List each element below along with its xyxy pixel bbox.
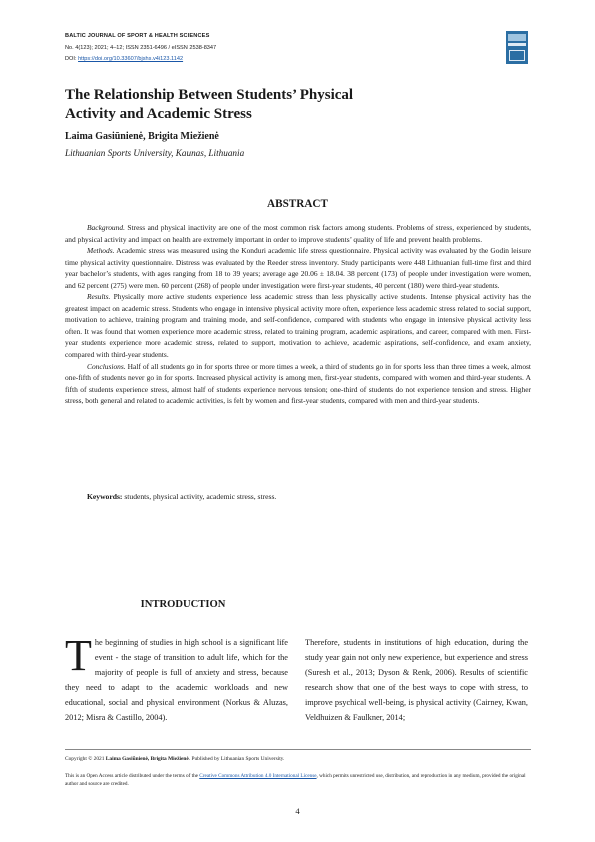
article-title xyxy=(65,86,445,124)
abstract-body xyxy=(65,222,531,407)
results-label: Results. xyxy=(87,292,111,302)
conclusions-label: Conclusions. xyxy=(87,361,126,371)
introduction-heading: INTRODUCTION xyxy=(140,599,226,610)
drop-cap: T xyxy=(65,631,92,680)
license-suffix: , which permits unrestricted use, distribution, and reproduction in any medium, provided the original author and source are credited. xyxy=(65,773,526,787)
journal-header xyxy=(65,31,216,66)
keywords xyxy=(87,492,276,501)
background-label: Background. xyxy=(87,223,125,232)
issue-info: No. 4(123); 2021; 4–12; ISSN 2351-6496 / eISSN 2538-8347 xyxy=(65,44,217,51)
affiliation: Lithuanian Sports University, Kaunas, Lithuania xyxy=(65,148,245,158)
abstract-background xyxy=(65,222,531,245)
doi-line xyxy=(65,54,216,66)
copyright-authors: Laima Gasiūnienė, Brigita Miežienė xyxy=(105,756,189,762)
abstract-methods xyxy=(65,245,531,291)
keywords-label: Keywords: xyxy=(87,492,123,501)
results-text: Physically more active students experience less academic stress than less physically active students. Intense physical activity has the greatest impact on academic stress. Students who engage in intensive physical activity more often, experience less academic stress related to social support, motivation to achieve, training program and training mode, and self-confidence, compared with students who engage in intensive physical activity less often. It was found that women experience more academic stress, related to training program, academic aspirations, and career, compared with men. First-year students experience more academic stress, related to support, motivation to achieve, academic aspirations, self-confidence, and exam anxiety, compared with third-year students. xyxy=(65,292,531,360)
page-number: 4 xyxy=(295,806,300,816)
license-prefix: This is an Open Access article distributed under the terms of the xyxy=(65,773,198,779)
copyright-prefix: Copyright © 2021 xyxy=(65,756,105,762)
intro-paragraph-1 xyxy=(65,631,288,726)
doi-link[interactable]: https://doi.org/10.33607/bjshs.v4i123.1142 xyxy=(78,56,184,62)
methods-text: Academic stress was measured using the Konduri academic life stress questionnaire. Physical activity was evaluated by the Godin leisure time physical activity questionnaire. Distress was evaluated by the Reeder stress inventory. Study participants were 448 Lithuanian full-time first and third year bachelor’s students, with ages ranging from 18 to 39 years; average age 20.06 ± 18.04. 38 percent (173) of people under investigation were women, and 62 percent (275) were men. 60 percent (268) of people under investigation were first-year students, 40 percent (180) were third-year students. xyxy=(65,246,531,290)
journal-name: BALTIC JOURNAL OF SPORT & HEALTH SCIENCES xyxy=(65,33,210,39)
intro-column-left xyxy=(65,631,288,726)
conclusions-text: Half of all students go in for sports three or more times a week, a third of students go in for sports less than three times a week, almost one-fifth of students never go in for sports. Increased physical activity is among men, first-year students, compared with women and third-year students. A fifth of students experience stress, almost half of students experience nervous tension; one-third of students do not experience tension and stress. Higher stress, both general and related to academic activities, is felt by women and first-year students, compared with men and third-year students. xyxy=(65,361,532,406)
copyright-notice xyxy=(65,756,284,762)
methods-label: Methods. xyxy=(87,246,115,256)
intro-col1-text: he beginning of studies in high school is a significant life event - the stage of transition to adult life, which for the majority of people is full of anxiety and stress, because they need to adapt to the academic workloads and new educational, social and physical environment (Norkus & Aluzas, 2012; Misra & Castillo, 2004). xyxy=(65,638,288,723)
intro-col2-text: Therefore, students in institutions of high education, during the study year gain not only new experience, but experience and stress (Suresh et al., 2013; Dyson & Renk, 2006). Results of scientific research show that one of the best ways to cope with stress, to improve psychical well-being, is physical activity (Cairney, Kwan, Veldhuizen & Faulkner, 2014; xyxy=(305,638,528,723)
authors: Laima Gasiūnienė, Brigita Miežienė xyxy=(65,131,219,142)
title-line-2: Activity and Academic Stress xyxy=(65,106,252,122)
footer-divider xyxy=(65,749,531,750)
keywords-text: students, physical activity, academic stress, stress. xyxy=(124,492,277,501)
license-notice xyxy=(65,772,531,788)
intro-column-right xyxy=(305,635,528,726)
journal-logo xyxy=(506,31,528,64)
abstract-conclusions xyxy=(65,361,531,407)
background-text: Stress and physical inactivity are one of the most common risk factors among students. Problems of stress, experienced by students, and physical activity and impact on health are extremely important in order to improve students’ quality of life and prevent health problems. xyxy=(65,223,531,244)
copyright-suffix: . Published by Lithuanian Sports University. xyxy=(188,756,285,762)
abstract-results xyxy=(65,291,531,360)
abstract-heading: ABSTRACT xyxy=(267,198,328,210)
license-link[interactable]: Creative Commons Attribution 4.0 International License xyxy=(199,773,317,779)
doi-label: DOI: xyxy=(65,56,77,62)
title-line-1: The Relationship Between Students’ Physical xyxy=(65,87,354,103)
